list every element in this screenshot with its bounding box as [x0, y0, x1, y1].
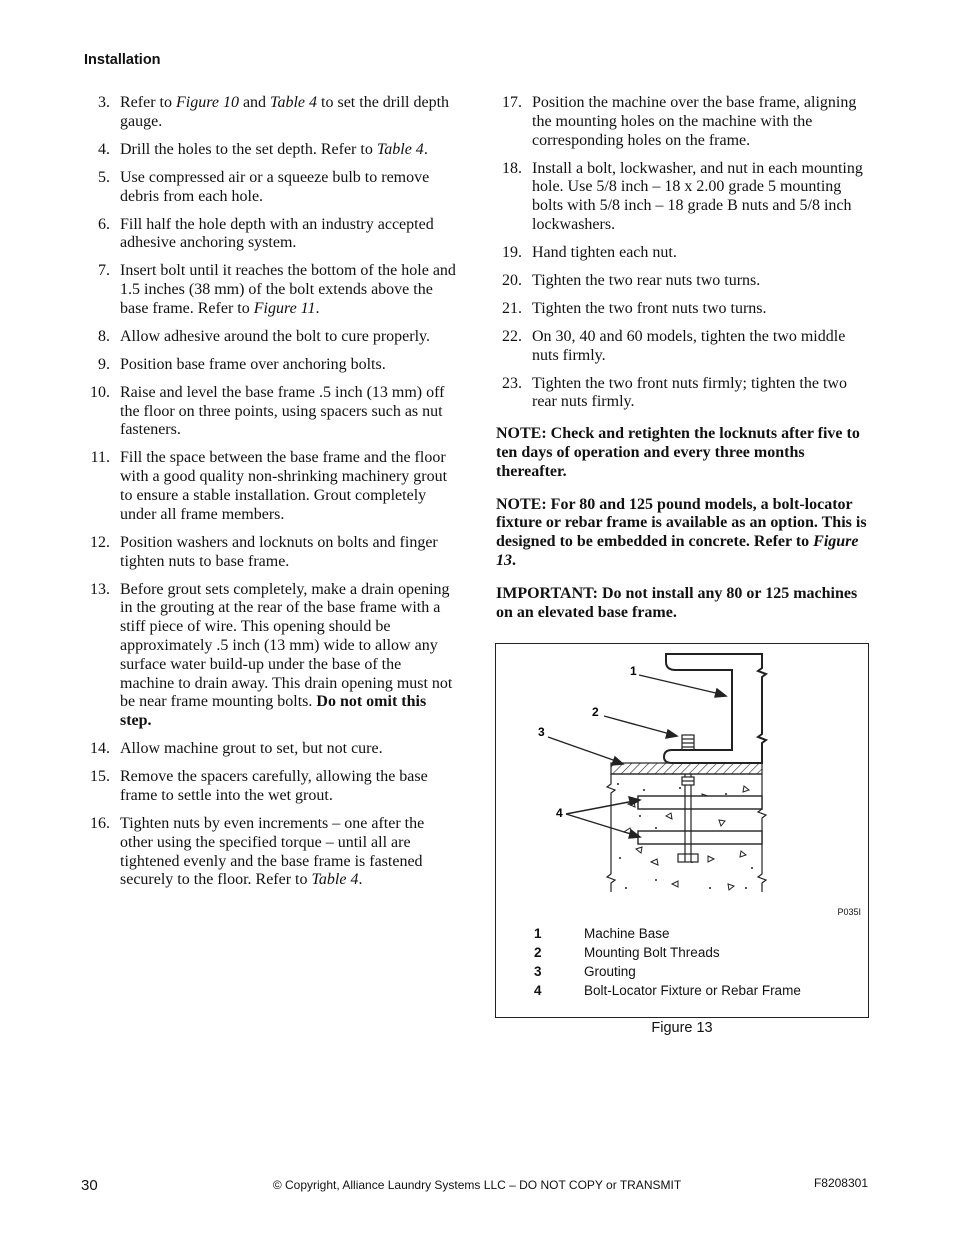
step-number: 6.	[98, 215, 110, 233]
text-run: Hand tighten each nut.	[532, 243, 677, 261]
text-run: Tighten the two rear nuts two turns.	[532, 271, 761, 289]
step-item	[496, 328, 870, 366]
step-item	[84, 141, 456, 160]
text-run: Before grout sets completely, make a drain opening in the grouting at the rear of the base frame with a stiff piece of wire. This opening should be approximately .5 inch (13 mm) wide to allow any surface water build-up under the base of the machine to drain away. This drain opening must not be near frame mounting bolts.	[120, 580, 453, 711]
step-number: 5.	[98, 168, 110, 186]
step-item	[496, 375, 870, 413]
step-number: 12.	[90, 533, 110, 551]
text-run: Raise and level the base frame .5 inch (13 mm) off the floor on three points, using spacers such as nut fasteners.	[120, 383, 445, 439]
note	[496, 425, 870, 481]
text-run: Allow adhesive around the bolt to cure properly.	[120, 327, 430, 345]
legend-number: 1	[534, 926, 542, 941]
step-text	[120, 262, 456, 317]
step-text	[532, 375, 847, 411]
text-run: Allow machine grout to set, but not cure.	[120, 740, 383, 758]
installation-diagram	[496, 644, 868, 914]
text-run: Position washers and locknuts on bolts and finger tighten nuts to base frame.	[120, 533, 438, 570]
step-number: 17.	[502, 94, 522, 111]
legend-number: 2	[534, 945, 542, 960]
step-number: 11.	[90, 449, 110, 467]
step-number: 3.	[98, 94, 110, 111]
step-text	[532, 94, 856, 149]
step-item	[84, 94, 456, 132]
text-run: Figure 13	[496, 533, 859, 570]
right-step-list	[496, 94, 870, 412]
machine-base-beam	[664, 654, 766, 763]
step-item	[84, 534, 456, 572]
step-text	[532, 300, 767, 317]
step-number: 18.	[502, 159, 522, 177]
callout-2: 2	[592, 705, 599, 719]
grout-layer	[611, 763, 762, 774]
step-text	[532, 244, 677, 261]
important-note	[496, 585, 870, 623]
step-item	[496, 300, 870, 319]
step-number: 22.	[502, 327, 522, 345]
left-column	[84, 94, 456, 899]
text-run: to set the drill depth gauge.	[120, 94, 450, 130]
step-text	[120, 216, 434, 252]
text-run: Tighten the two front nuts two turns.	[532, 299, 767, 317]
section-header: Installation	[84, 52, 161, 68]
text-run: Do not omit this step.	[120, 693, 427, 730]
right-column	[496, 94, 870, 636]
text-run: Position base frame over anchoring bolts.	[120, 355, 386, 373]
step-number: 16.	[90, 814, 110, 832]
step-item	[84, 768, 456, 806]
legend-label: Machine Base	[584, 926, 670, 941]
step-item	[496, 244, 870, 263]
step-text	[120, 740, 383, 757]
step-number: 23.	[502, 374, 522, 392]
step-item	[84, 449, 456, 524]
step-item	[84, 384, 456, 440]
text-run: IMPORTANT: Do not install any 80 or 125 machines on an elevated base frame.	[496, 584, 858, 621]
legend-label: Bolt-Locator Fixture or Rebar Frame	[584, 983, 801, 998]
note	[496, 496, 870, 571]
step-item	[84, 815, 456, 890]
step-number: 15.	[90, 768, 110, 786]
text-run: and	[238, 94, 271, 111]
text-run: Remove the spacers carefully, allowing the base frame to settle into the wet grout.	[120, 768, 428, 804]
step-number: 10.	[90, 383, 110, 401]
callout-3: 3	[538, 725, 545, 739]
text-run: .	[512, 552, 516, 570]
step-number: 14.	[90, 740, 110, 758]
text-run: .	[423, 140, 428, 158]
page-number: 30	[81, 1177, 98, 1194]
step-text	[120, 384, 444, 439]
step-text	[120, 768, 428, 804]
step-text	[532, 272, 760, 289]
callout-4: 4	[556, 806, 563, 820]
notes-block	[496, 425, 870, 622]
text-run: Table 4	[311, 871, 359, 889]
text-run: .	[315, 299, 320, 317]
step-number: 13.	[90, 580, 110, 598]
text-run: NOTE: Check and retighten the locknuts after five to ten days of operation and every three months thereafter.	[496, 425, 860, 480]
text-run: Drill the holes to the set depth. Refer to	[120, 140, 377, 158]
step-number: 9.	[98, 355, 110, 373]
text-run: NOTE: For 80 and 125 pound models, a bolt-locator fixture or rebar frame is available as an option. This is designed to be embedded in concrete. Refer to	[496, 495, 867, 551]
text-run: Install a bolt, lockwasher, and nut in each mounting hole. Use 5/8 inch – 18 x 2.00 grade 5 mounting bolts with 5/8 inch – 18 grade B nuts and 5/8 inch lockwashers.	[532, 159, 863, 233]
step-text	[120, 449, 447, 522]
step-text	[532, 328, 845, 364]
text-run: Table 4	[376, 140, 424, 158]
bolt-locator-fixture	[638, 796, 762, 844]
figure-caption: Figure 13	[651, 1020, 713, 1036]
step-text	[120, 356, 386, 373]
copyright-notice: © Copyright, Alliance Laundry Systems LLC – DO NOT COPY or TRANSMIT	[272, 1178, 682, 1192]
text-run: Fill the space between the base frame and the floor with a good quality non-shrinking machinery grout to ensure a stable installation. Grout completely under all frame members.	[120, 449, 448, 523]
step-text	[120, 94, 449, 130]
step-text	[120, 534, 438, 570]
step-item	[84, 216, 456, 254]
step-text	[532, 160, 863, 233]
step-item	[496, 272, 870, 291]
text-run: Tighten the two front nuts firmly; tighten the two rear nuts firmly.	[532, 374, 847, 411]
step-text	[120, 328, 430, 345]
step-text	[120, 169, 429, 205]
step-item	[84, 262, 456, 318]
step-number: 20.	[502, 271, 522, 289]
figure-code: P035I	[837, 907, 861, 917]
step-number: 8.	[98, 327, 110, 345]
step-item	[84, 328, 456, 347]
step-number: 19.	[502, 243, 522, 261]
text-run: Position the machine over the base frame, aligning the mounting holes on the machine with the corresponding holes on the frame.	[532, 94, 857, 149]
text-run: Table 4	[270, 94, 318, 111]
step-number: 21.	[502, 299, 522, 317]
text-run: Figure 11	[253, 299, 316, 317]
legend-row	[534, 962, 801, 981]
legend-number: 4	[534, 983, 542, 998]
step-item	[84, 356, 456, 375]
legend-number: 3	[534, 964, 542, 979]
text-run: .	[358, 871, 363, 889]
text-run: Refer to	[120, 94, 176, 111]
text-run: Figure 10	[175, 94, 239, 111]
legend-label: Mounting Bolt Threads	[584, 945, 720, 960]
step-item	[84, 740, 456, 759]
step-number: 4.	[98, 140, 110, 158]
step-number: 7.	[98, 262, 110, 280]
figure-legend	[534, 924, 801, 1000]
step-item	[84, 169, 456, 207]
text-run: Fill half the hole depth with an industry accepted adhesive anchoring system.	[120, 215, 434, 252]
callout-1: 1	[630, 664, 637, 678]
document-number: F8208301	[813, 1176, 868, 1190]
left-step-list	[84, 94, 456, 890]
step-item	[496, 94, 870, 150]
step-text	[120, 141, 428, 158]
step-item	[496, 160, 870, 235]
text-run: Insert bolt until it reaches the bottom of the hole and 1.5 inches (38 mm) of the bolt extends above the base frame. Refer to	[120, 262, 456, 317]
legend-row	[534, 943, 801, 962]
legend-label: Grouting	[584, 964, 636, 979]
step-text	[120, 581, 452, 730]
step-item	[84, 581, 456, 731]
text-run: On 30, 40 and 60 models, tighten the two middle nuts firmly.	[532, 327, 846, 364]
text-run: Use compressed air or a squeeze bulb to remove debris from each hole.	[120, 168, 430, 205]
figure-13-box	[495, 643, 869, 1018]
step-text	[120, 815, 424, 888]
legend-row	[534, 981, 801, 1000]
legend-row	[534, 924, 801, 943]
text-run: Tighten nuts by even increments – one after the other using the specified torque – until all are tightened evenly and the base frame is fastened securely to the floor. Refer to	[120, 814, 425, 889]
